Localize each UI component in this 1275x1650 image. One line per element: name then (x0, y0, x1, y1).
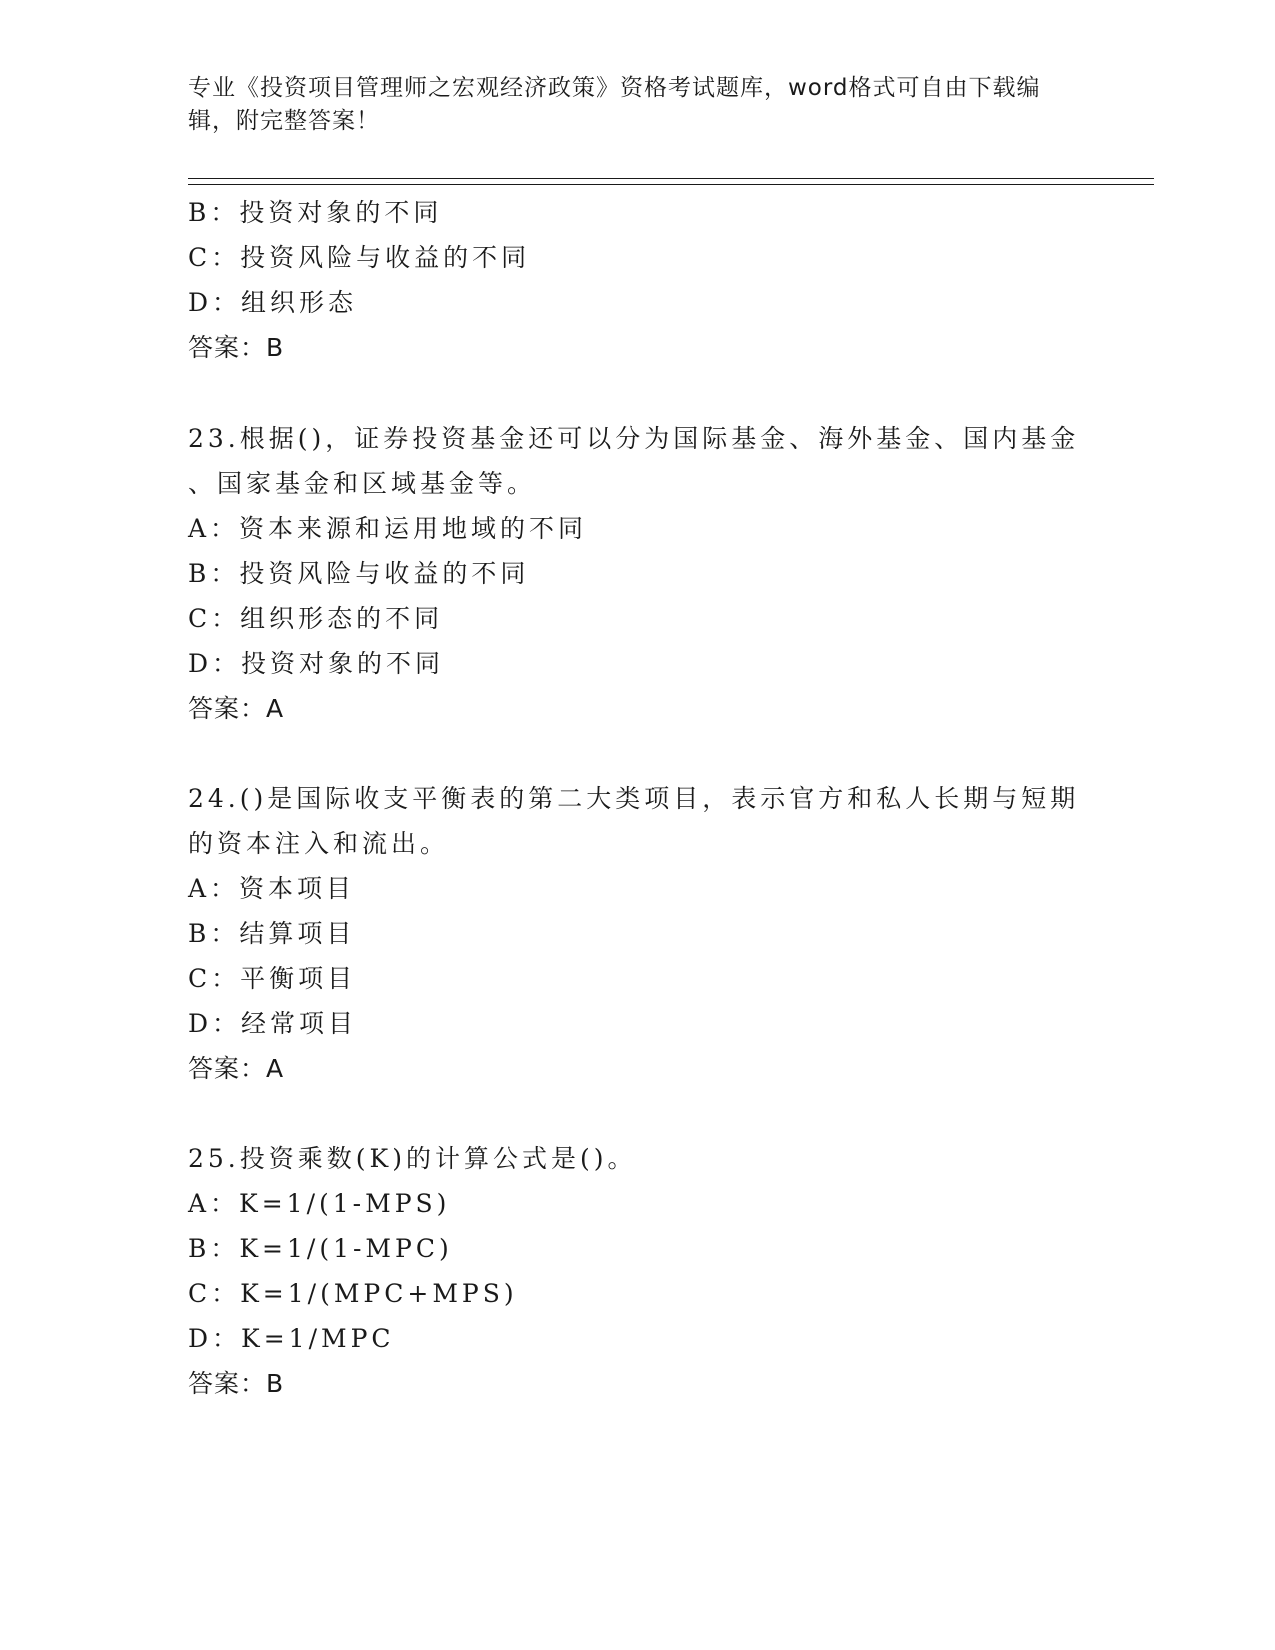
question-24-stem-line-1: 24.()是国际收支平衡表的第二大类项目，表示官方和私人长期与短期 (188, 784, 1080, 813)
question-25-option-a: A：K=1/(1-MPS) (188, 1189, 451, 1218)
question-25-option-b: B：K=1/(1-MPC) (188, 1234, 453, 1263)
header-line-1: 专业《投资项目管理师之宏观经济政策》资格考试题库，word格式可自由下载编 (188, 75, 1041, 101)
question-23-option-b: B：投资风险与收益的不同 (188, 559, 530, 588)
question-23-option-a: A：资本来源和运用地域的不同 (188, 514, 588, 543)
question-24-option-c: C：平衡项目 (188, 964, 357, 993)
question-25-answer: 答案：B (188, 1369, 285, 1398)
question-23-option-c: C：组织形态的不同 (188, 604, 444, 633)
question-25-option-d: D：K=1/MPC (188, 1324, 395, 1353)
question-25-stem-line-1: 25.投资乘数(K)的计算公式是()。 (188, 1144, 637, 1173)
question-24-option-b: B：结算项目 (188, 919, 356, 948)
header-line-2: 辑，附完整答案！ (188, 108, 380, 134)
prev-question-option-b: B：投资对象的不同 (188, 198, 443, 227)
question-24-answer: 答案：A (188, 1054, 285, 1083)
prev-question-answer: 答案：B (188, 333, 285, 362)
question-23-option-d: D：投资对象的不同 (188, 649, 445, 678)
question-23-stem-line-1: 23.根据()，证券投资基金还可以分为国际基金、海外基金、国内基金 (188, 424, 1080, 453)
question-23-answer: 答案：A (188, 694, 285, 723)
prev-question-option-c: C：投资风险与收益的不同 (188, 243, 531, 272)
question-23-stem-line-2: 、国家基金和区域基金等。 (188, 469, 537, 498)
question-24-stem-line-2: 的资本注入和流出。 (188, 829, 450, 858)
header-divider (188, 178, 1154, 185)
question-24-option-a: A：资本项目 (188, 874, 356, 903)
question-24-option-d: D：经常项目 (188, 1009, 358, 1038)
page-header (188, 72, 1088, 138)
prev-question-option-d: D：组织形态 (188, 288, 358, 317)
question-25-option-c: C：K=1/(MPC+MPS) (188, 1279, 518, 1308)
